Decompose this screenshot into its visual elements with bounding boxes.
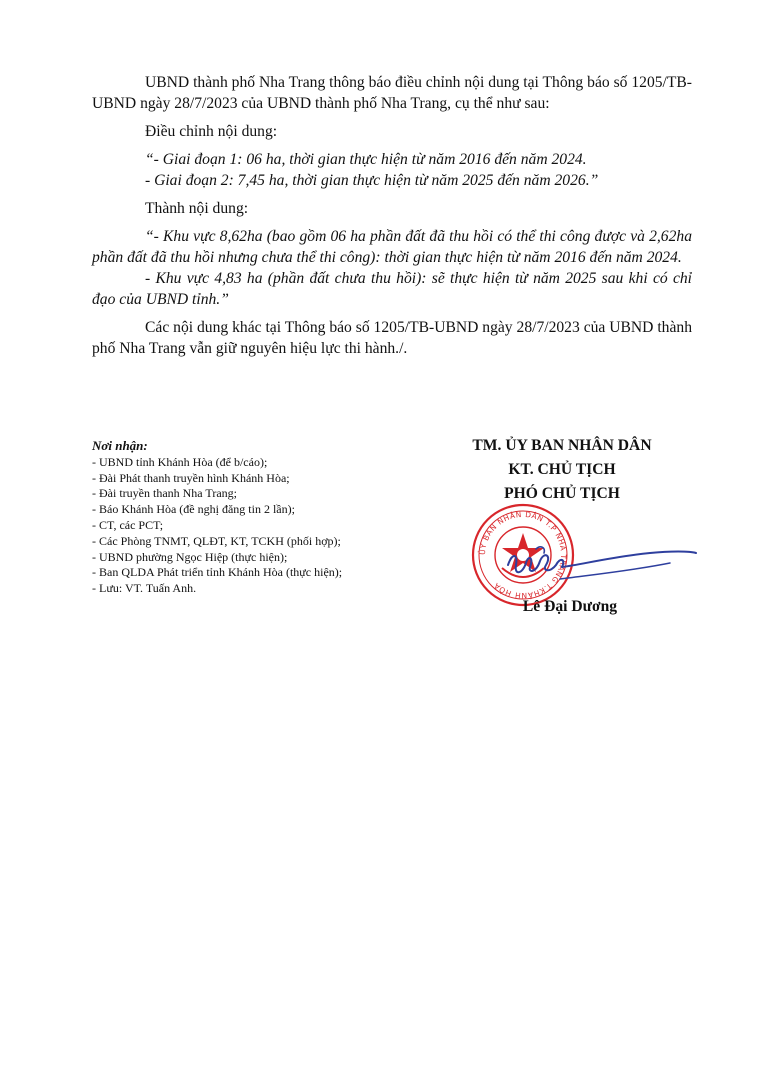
into-line-1: “- Khu vực 8,62ha (bao gồm 06 ha phần đất đã thu hồi có thể thi công được và 2,62ha phần đất đã thu hồi nhưng chưa thể thi công): thời gian thực hiện từ năm 2016 đến năm 2024. (92, 228, 692, 266)
recipient-item: - Lưu: VT. Tuấn Anh. (92, 581, 197, 596)
recipient-item: - Báo Khánh Hòa (đề nghị đăng tin 2 lần); (92, 502, 295, 517)
recipient-item: - CT, các PCT; (92, 517, 164, 532)
recipient-item: - Ban QLDA Phát triển tỉnh Khánh Hòa (thực hiện); (92, 565, 343, 580)
signature-block (430, 434, 694, 506)
adjust-line-2: - Giai đoạn 2: 7,45 ha, thời gian thực hiện từ năm 2025 đến năm 2026.” (145, 172, 599, 189)
into-heading: Thành nội dung: (145, 200, 249, 217)
signer-name: Lê Đại Dương (522, 598, 618, 615)
signature-title-2: KT. CHỦ TỊCH (508, 461, 616, 478)
closing-paragraph: Các nội dung khác tại Thông báo số 1205/TB-UBND ngày 28/7/2023 của UBND thành phố Nha Trang vẫn giữ nguyên hiệu lực thi hành./. (92, 319, 692, 357)
intro-paragraph: UBND thành phố Nha Trang thông báo điều chỉnh nội dung tại Thông báo số 1205/TB-UBND ngày 28/7/2023 của UBND thành phố Nha Trang, cụ thể như sau: (92, 74, 692, 112)
signature-title-1: TM. ỦY BAN NHÂN DÂN (472, 437, 652, 454)
into-line-2: - Khu vực 4,83 ha (phần đất chưa thu hồi): sẽ thực hiện từ năm 2025 sau khi có chỉ đạo của UBND tỉnh.” (92, 270, 692, 308)
recipients-block (92, 438, 422, 597)
recipients-heading: Nơi nhận: (92, 438, 148, 453)
recipient-item: - UBND phường Ngọc Hiệp (thực hiện); (92, 549, 288, 564)
document-body (92, 72, 692, 366)
recipient-item: - Các Phòng TNMT, QLĐT, KT, TCKH (phối hợp); (92, 533, 341, 548)
handwritten-signature-icon (500, 535, 700, 595)
svg-text:ỦY BAN NHÂN DÂN T.P NHA TRANG: ỦY BAN NHÂN DÂN T.P NHA TRANG T.KHÁNH HÒA (477, 509, 569, 601)
recipient-item: - Đài Phát thanh truyền hình Khánh Hòa; (92, 470, 290, 485)
recipient-item: - Đài truyền thanh Nha Trang; (92, 486, 237, 501)
recipients-list (92, 455, 422, 597)
adjust-heading: Điều chỉnh nội dung: (145, 123, 278, 140)
signature-title-3: PHÓ CHỦ TỊCH (504, 485, 620, 502)
adjust-line-1: “- Giai đoạn 1: 06 ha, thời gian thực hiện từ năm 2016 đến năm 2024. (145, 151, 587, 168)
recipient-item: - UBND tỉnh Khánh Hòa (để b/cáo); (92, 454, 268, 469)
